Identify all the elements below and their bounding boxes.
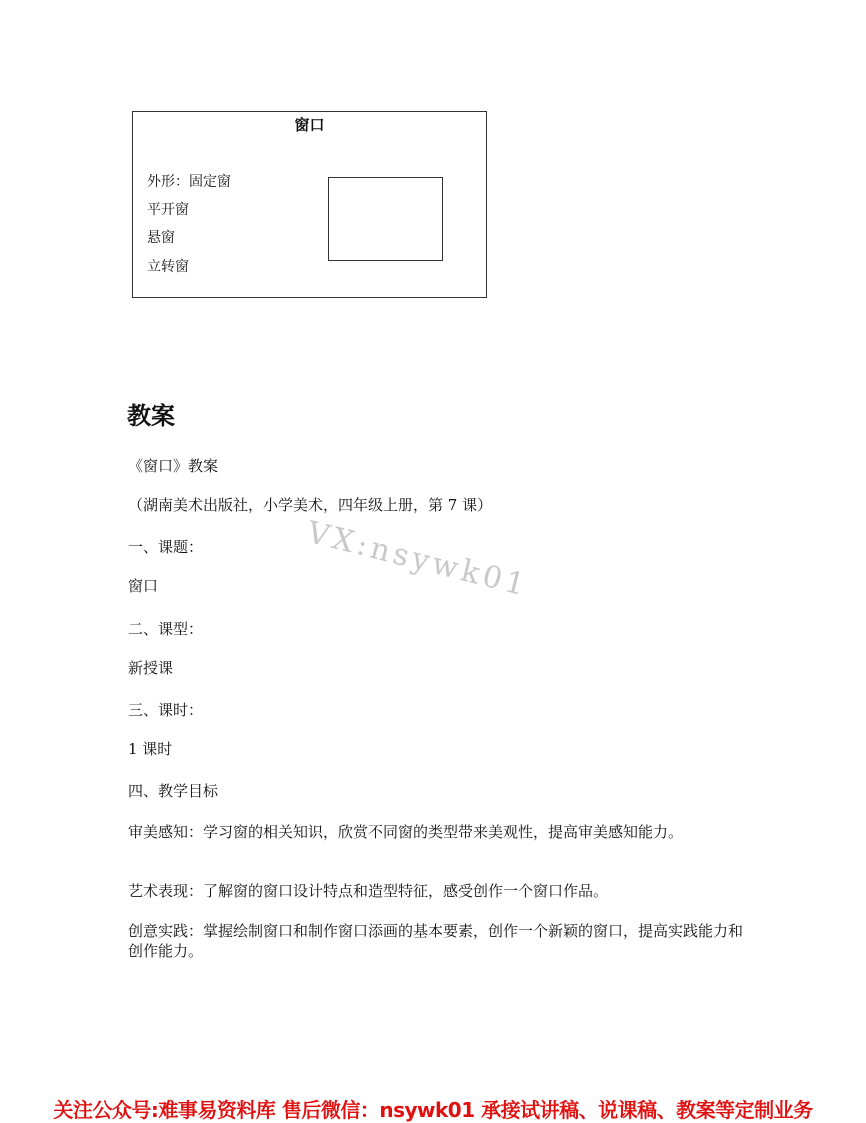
watermark: VX:nsywk01 bbox=[303, 515, 533, 604]
diagram-item: 外形：固定窗 bbox=[147, 174, 231, 190]
window-frame-sketch bbox=[328, 177, 443, 261]
diagram-item: 悬窗 bbox=[147, 230, 175, 246]
window-diagram bbox=[132, 111, 487, 298]
paragraph: 审美感知：学习窗的相关知识，欣赏不同窗的类型带来美观性，提高审美感知能力。 bbox=[128, 823, 684, 841]
paragraph: 《窗口》教案 bbox=[128, 457, 219, 475]
diagram-item: 立转窗 bbox=[147, 259, 189, 275]
diagram-title: 窗口 bbox=[294, 116, 325, 134]
paragraph: （湖南美术出版社，小学美术，四年级上册，第 7 课） bbox=[128, 496, 493, 514]
paragraph: 新授课 bbox=[128, 659, 174, 677]
paragraph: 艺术表现：了解窗的窗口设计特点和造型特征，感受创作一个窗口作品。 bbox=[128, 882, 609, 900]
paragraph: 窗口 bbox=[128, 577, 159, 595]
paragraph: 1 课时 bbox=[128, 740, 173, 758]
section-heading: 教案 bbox=[127, 402, 175, 430]
paragraph: 一、课题： bbox=[128, 538, 204, 556]
paragraph: 创意实践：掌握绘制窗口和制作窗口添画的基本要素，创作一个新颖的窗口，提高实践能力和创作能力。 bbox=[128, 922, 744, 960]
paragraph: 二、课型： bbox=[128, 620, 204, 638]
paragraph: 四、教学目标 bbox=[128, 782, 219, 800]
footer-banner: 关注公众号:难事易资料库 售后微信：nsywk01 承接试讲稿、说课稿、教案等定制业务 bbox=[53, 1098, 813, 1122]
diagram-item: 平开窗 bbox=[147, 202, 189, 218]
paragraph: 三、课时： bbox=[128, 701, 204, 719]
